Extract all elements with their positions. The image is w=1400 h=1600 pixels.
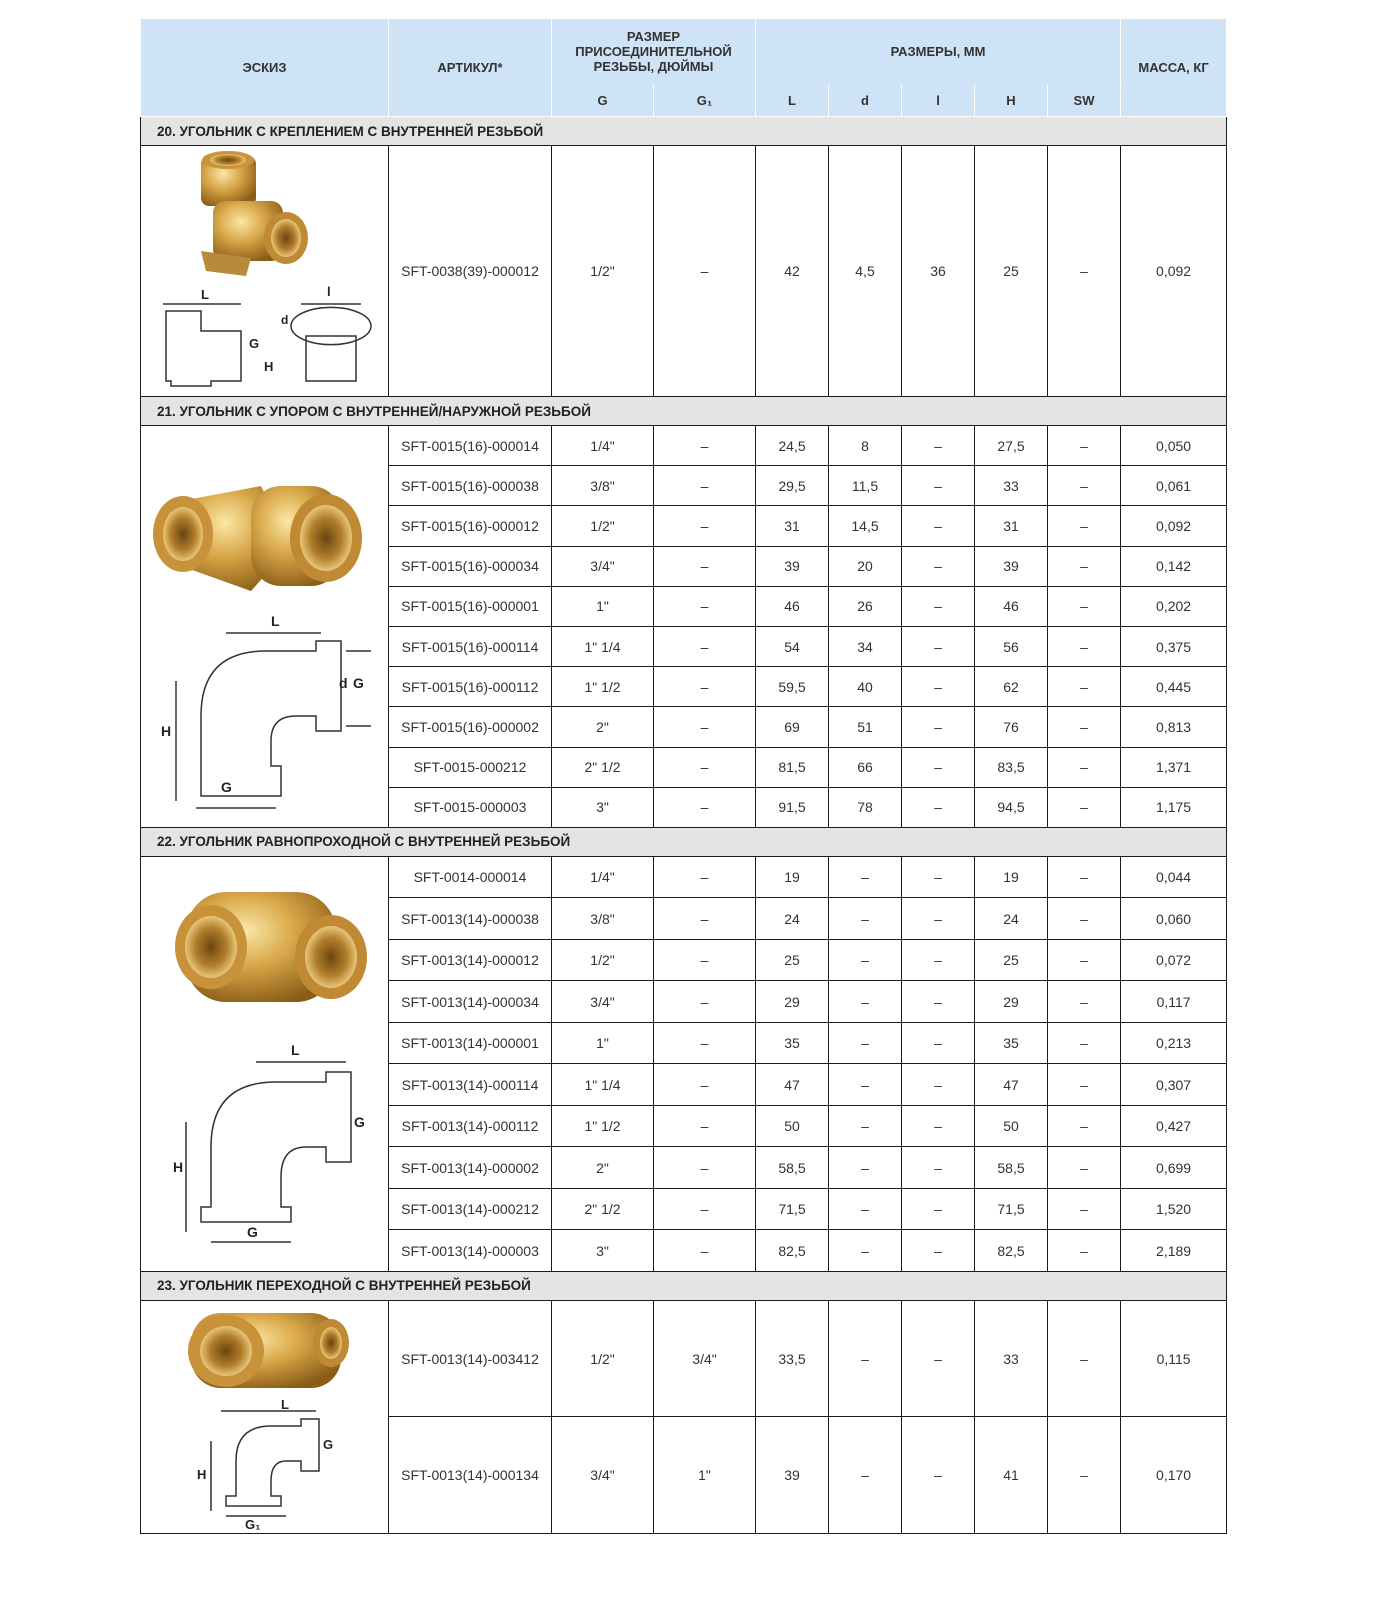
cell-article: SFT-0013(14)-003412 xyxy=(389,1300,552,1417)
section-header xyxy=(141,397,1227,426)
cell-mass: 0,060 xyxy=(1121,898,1227,940)
cell-dim-h: 83,5 xyxy=(975,747,1048,787)
cell-thread-g1: – xyxy=(654,747,756,787)
cell-thread-g: 1/2" xyxy=(552,506,654,546)
cell-thread-g1: – xyxy=(654,546,756,586)
cell-dim-l-small: – xyxy=(902,939,975,981)
cell-thread-g: 1/4" xyxy=(552,426,654,466)
cell-dim-l: 33,5 xyxy=(756,1300,829,1417)
cell-dim-d: – xyxy=(829,981,902,1023)
cell-mass: 0,699 xyxy=(1121,1147,1227,1189)
section-title: 22. УГОЛЬНИК РАВНОПРОХОДНОЙ С ВНУТРЕННЕЙ РЕЗЬБОЙ xyxy=(141,827,1227,856)
cell-mass: 0,044 xyxy=(1121,856,1227,898)
cell-dim-l-small: – xyxy=(902,856,975,898)
table-row xyxy=(141,426,1227,466)
cell-dim-d: – xyxy=(829,856,902,898)
cell-thread-g1: – xyxy=(654,787,756,827)
cell-dim-l: 39 xyxy=(756,546,829,586)
fittings-table-container xyxy=(140,18,1226,1534)
cell-dim-l-small: – xyxy=(902,506,975,546)
cell-dim-l: 42 xyxy=(756,146,829,397)
cell-article: SFT-0013(14)-000001 xyxy=(389,1022,552,1064)
cell-mass: 0,092 xyxy=(1121,146,1227,397)
cell-dim-l: 71,5 xyxy=(756,1188,829,1230)
cell-mass: 2,189 xyxy=(1121,1230,1227,1272)
cell-dim-l-small: 36 xyxy=(902,146,975,397)
cell-thread-g1: – xyxy=(654,146,756,397)
cell-article: SFT-0015(16)-000001 xyxy=(389,586,552,626)
cell-article: SFT-0015(16)-000034 xyxy=(389,546,552,586)
cell-dim-h: 33 xyxy=(975,466,1048,506)
cell-dim-sw: – xyxy=(1048,939,1121,981)
cell-dim-l: 82,5 xyxy=(756,1230,829,1272)
cell-mass: 0,813 xyxy=(1121,707,1227,747)
cell-thread-g1: 1" xyxy=(654,1417,756,1534)
cell-dim-h: 41 xyxy=(975,1417,1048,1534)
cell-dim-d: – xyxy=(829,939,902,981)
cell-dim-l-small: – xyxy=(902,546,975,586)
cell-article: SFT-0015(16)-000038 xyxy=(389,466,552,506)
cell-thread-g1: – xyxy=(654,1022,756,1064)
cell-dim-l-small: – xyxy=(902,1230,975,1272)
fitting-drawing xyxy=(176,633,371,808)
cell-dim-sw: – xyxy=(1048,1188,1121,1230)
cell-mass: 0,142 xyxy=(1121,546,1227,586)
cell-mass: 0,375 xyxy=(1121,626,1227,666)
cell-mass: 1,175 xyxy=(1121,787,1227,827)
cell-dim-l-small: – xyxy=(902,898,975,940)
cell-article: SFT-0014-000014 xyxy=(389,856,552,898)
cell-dim-sw: – xyxy=(1048,898,1121,940)
fitting-sketch xyxy=(141,146,387,396)
cell-dim-l: 39 xyxy=(756,1417,829,1534)
cell-thread-g: 2" 1/2 xyxy=(552,1188,654,1230)
cell-dim-d: – xyxy=(829,1300,902,1417)
cell-thread-g: 3/8" xyxy=(552,466,654,506)
cell-dim-h: 31 xyxy=(975,506,1048,546)
cell-thread-g1: – xyxy=(654,981,756,1023)
cell-article: SFT-0013(14)-000003 xyxy=(389,1230,552,1272)
fitting-sketch xyxy=(141,857,387,1269)
cell-dim-sw: – xyxy=(1048,586,1121,626)
cell-dim-d: 8 xyxy=(829,426,902,466)
cell-dim-d: 66 xyxy=(829,747,902,787)
cell-article: SFT-0015(16)-000012 xyxy=(389,506,552,546)
cell-dim-l-small: – xyxy=(902,1147,975,1189)
cell-dim-sw: – xyxy=(1048,707,1121,747)
cell-dim-h: 39 xyxy=(975,546,1048,586)
cell-dim-l: 58,5 xyxy=(756,1147,829,1189)
cell-dim-sw: – xyxy=(1048,1105,1121,1147)
cell-mass: 0,307 xyxy=(1121,1064,1227,1106)
cell-dim-l: 19 xyxy=(756,856,829,898)
cell-dim-l: 46 xyxy=(756,586,829,626)
cell-article: SFT-0013(14)-000038 xyxy=(389,898,552,940)
section-header xyxy=(141,827,1227,856)
cell-article: SFT-0015-000212 xyxy=(389,747,552,787)
cell-thread-g1: – xyxy=(654,1230,756,1272)
drawing-label-g-right: G xyxy=(354,1113,365,1130)
header-col-g1: G₁ xyxy=(654,85,756,117)
cell-thread-g1: – xyxy=(654,626,756,666)
cell-dim-d: 20 xyxy=(829,546,902,586)
cell-article: SFT-0013(14)-000134 xyxy=(389,1417,552,1534)
cell-mass: 1,371 xyxy=(1121,747,1227,787)
cell-thread-g: 1" 1/4 xyxy=(552,626,654,666)
cell-mass: 0,427 xyxy=(1121,1105,1227,1147)
cell-dim-l: 81,5 xyxy=(756,747,829,787)
cell-article: SFT-0015(16)-000014 xyxy=(389,426,552,466)
cell-thread-g1: – xyxy=(654,586,756,626)
cell-dim-l-small: – xyxy=(902,1417,975,1534)
cell-dim-d: 4,5 xyxy=(829,146,902,397)
cell-dim-sw: – xyxy=(1048,856,1121,898)
cell-dim-d: – xyxy=(829,1105,902,1147)
header-col-d: d xyxy=(829,85,902,117)
cell-dim-sw: – xyxy=(1048,1147,1121,1189)
cell-thread-g: 2" xyxy=(552,1147,654,1189)
section-title: 23. УГОЛЬНИК ПЕРЕХОДНОЙ С ВНУТРЕННЕЙ РЕЗЬБОЙ xyxy=(141,1271,1227,1300)
section-title: 20. УГОЛЬНИК С КРЕПЛЕНИЕМ С ВНУТРЕННЕЙ РЕЗЬБОЙ xyxy=(141,117,1227,146)
cell-dim-h: 35 xyxy=(975,1022,1048,1064)
cell-dim-sw: – xyxy=(1048,747,1121,787)
cell-thread-g1: – xyxy=(654,939,756,981)
fitting-sketch xyxy=(141,426,387,826)
cell-dim-l-small: – xyxy=(902,707,975,747)
cell-article: SFT-0013(14)-000212 xyxy=(389,1188,552,1230)
table-body xyxy=(141,117,1227,1534)
table-row xyxy=(141,146,1227,397)
cell-dim-sw: – xyxy=(1048,1022,1121,1064)
cell-dim-h: 56 xyxy=(975,626,1048,666)
drawing-label-g-bottom: G xyxy=(221,779,232,795)
drawing-label-g-right: G xyxy=(353,675,364,691)
cell-dim-l-small: – xyxy=(902,787,975,827)
cell-dim-h: 24 xyxy=(975,898,1048,940)
drawing-label-h: H xyxy=(197,1466,207,1482)
cell-dim-sw: – xyxy=(1048,426,1121,466)
cell-dim-l: 24,5 xyxy=(756,426,829,466)
drawing-label-d: d xyxy=(281,313,289,327)
cell-dim-sw: – xyxy=(1048,787,1121,827)
cell-thread-g1: – xyxy=(654,707,756,747)
fitting-photo xyxy=(188,1313,349,1388)
section-header xyxy=(141,1271,1227,1300)
cell-dim-l-small: – xyxy=(902,1064,975,1106)
cell-dim-l: 54 xyxy=(756,626,829,666)
cell-dim-h: 47 xyxy=(975,1064,1048,1106)
cell-dim-l: 47 xyxy=(756,1064,829,1106)
cell-thread-g: 1" xyxy=(552,586,654,626)
cell-thread-g1: – xyxy=(654,856,756,898)
cell-dim-l-small: – xyxy=(902,1188,975,1230)
header-col-g: G xyxy=(552,85,654,117)
cell-article: SFT-0015(16)-000112 xyxy=(389,667,552,707)
cell-dim-l-small: – xyxy=(902,626,975,666)
cell-thread-g1: – xyxy=(654,898,756,940)
drawing-label-l-small: l xyxy=(327,284,331,299)
cell-dim-sw: – xyxy=(1048,626,1121,666)
cell-thread-g1: – xyxy=(654,667,756,707)
cell-mass: 0,213 xyxy=(1121,1022,1227,1064)
header-col-l-small: l xyxy=(902,85,975,117)
cell-dim-l: 29 xyxy=(756,981,829,1023)
cell-dim-h: 76 xyxy=(975,707,1048,747)
cell-mass: 0,117 xyxy=(1121,981,1227,1023)
cell-dim-l: 24 xyxy=(756,898,829,940)
cell-dim-h: 62 xyxy=(975,667,1048,707)
cell-thread-g1: – xyxy=(654,1188,756,1230)
cell-dim-d: 14,5 xyxy=(829,506,902,546)
cell-article: SFT-0013(14)-000012 xyxy=(389,939,552,981)
cell-dim-h: 58,5 xyxy=(975,1147,1048,1189)
cell-article: SFT-0013(14)-000002 xyxy=(389,1147,552,1189)
cell-dim-sw: – xyxy=(1048,146,1121,397)
cell-thread-g: 3" xyxy=(552,787,654,827)
drawing-label-g-bottom: G xyxy=(247,1223,258,1240)
cell-thread-g: 1/4" xyxy=(552,856,654,898)
cell-dim-h: 94,5 xyxy=(975,787,1048,827)
cell-dim-l: 25 xyxy=(756,939,829,981)
cell-dim-l-small: – xyxy=(902,426,975,466)
header-mass: МАССА, КГ xyxy=(1121,19,1227,117)
cell-mass: 0,445 xyxy=(1121,667,1227,707)
sketch-cell xyxy=(141,146,389,397)
cell-dim-sw: – xyxy=(1048,1300,1121,1417)
cell-dim-d: – xyxy=(829,898,902,940)
header-dims-group: РАЗМЕРЫ, ММ xyxy=(756,19,1121,85)
sketch-cell xyxy=(141,1300,389,1533)
cell-mass: 0,050 xyxy=(1121,426,1227,466)
cell-thread-g: 1/2" xyxy=(552,939,654,981)
drawing-label-g1: G₁ xyxy=(245,1516,261,1532)
cell-mass: 0,115 xyxy=(1121,1300,1227,1417)
cell-article: SFT-0015(16)-000114 xyxy=(389,626,552,666)
cell-article: SFT-0013(14)-000034 xyxy=(389,981,552,1023)
cell-thread-g: 3/4" xyxy=(552,1417,654,1534)
cell-dim-l-small: – xyxy=(902,667,975,707)
cell-mass: 1,520 xyxy=(1121,1188,1227,1230)
cell-dim-l-small: – xyxy=(902,747,975,787)
header-col-l: L xyxy=(756,85,829,117)
cell-dim-d: – xyxy=(829,1147,902,1189)
cell-article: SFT-0013(14)-000112 xyxy=(389,1105,552,1147)
cell-thread-g: 3" xyxy=(552,1230,654,1272)
cell-thread-g: 3/4" xyxy=(552,546,654,586)
cell-dim-l: 91,5 xyxy=(756,787,829,827)
cell-dim-l: 29,5 xyxy=(756,466,829,506)
cell-dim-l: 69 xyxy=(756,707,829,747)
cell-dim-l-small: – xyxy=(902,586,975,626)
cell-dim-h: 50 xyxy=(975,1105,1048,1147)
cell-dim-l: 59,5 xyxy=(756,667,829,707)
cell-dim-h: 25 xyxy=(975,939,1048,981)
cell-thread-g1: – xyxy=(654,1064,756,1106)
drawing-label-l: L xyxy=(281,1396,289,1412)
drawing-label-l: L xyxy=(271,613,280,629)
fitting-photo xyxy=(153,486,362,591)
cell-thread-g1: – xyxy=(654,1105,756,1147)
cell-article: SFT-0013(14)-000114 xyxy=(389,1064,552,1106)
section-header xyxy=(141,117,1227,146)
drawing-label-h: H xyxy=(173,1158,184,1175)
drawing-label-h: H xyxy=(161,723,172,739)
cell-thread-g1: – xyxy=(654,1147,756,1189)
fitting-drawing xyxy=(211,1411,319,1516)
cell-mass: 0,092 xyxy=(1121,506,1227,546)
cell-dim-sw: – xyxy=(1048,667,1121,707)
cell-thread-g1: 3/4" xyxy=(654,1300,756,1417)
cell-thread-g: 1" 1/2 xyxy=(552,1105,654,1147)
cell-dim-d: – xyxy=(829,1230,902,1272)
cell-dim-d: 78 xyxy=(829,787,902,827)
cell-dim-d: 11,5 xyxy=(829,466,902,506)
cell-thread-g: 1" 1/2 xyxy=(552,667,654,707)
cell-dim-d: 51 xyxy=(829,707,902,747)
cell-dim-sw: – xyxy=(1048,466,1121,506)
cell-thread-g: 1" 1/4 xyxy=(552,1064,654,1106)
cell-dim-l-small: – xyxy=(902,981,975,1023)
cell-dim-d: – xyxy=(829,1417,902,1534)
fitting-drawing xyxy=(186,1062,351,1242)
cell-dim-d: 40 xyxy=(829,667,902,707)
cell-dim-d: – xyxy=(829,1022,902,1064)
cell-dim-l-small: – xyxy=(902,1300,975,1417)
drawing-label-d: d xyxy=(339,675,348,691)
cell-dim-l: 31 xyxy=(756,506,829,546)
cell-thread-g1: – xyxy=(654,466,756,506)
cell-dim-h: 46 xyxy=(975,586,1048,626)
header-thread-group: РАЗМЕР ПРИСОЕДИНИТЕЛЬНОЙ РЕЗЬБЫ, ДЮЙМЫ xyxy=(552,19,756,85)
header-col-sw: SW xyxy=(1048,85,1121,117)
cell-dim-h: 25 xyxy=(975,146,1048,397)
cell-article: SFT-0038(39)-000012 xyxy=(389,146,552,397)
table-row xyxy=(141,1300,1227,1417)
cell-dim-d: 26 xyxy=(829,586,902,626)
sketch-cell xyxy=(141,856,389,1271)
cell-article: SFT-0015-000003 xyxy=(389,787,552,827)
cell-dim-l-small: – xyxy=(902,466,975,506)
cell-dim-h: 82,5 xyxy=(975,1230,1048,1272)
cell-thread-g: 3/8" xyxy=(552,898,654,940)
fitting-photo xyxy=(201,151,308,276)
drawing-label-l: L xyxy=(291,1041,300,1058)
cell-dim-h: 27,5 xyxy=(975,426,1048,466)
cell-dim-l-small: – xyxy=(902,1105,975,1147)
cell-dim-sw: – xyxy=(1048,506,1121,546)
table-row xyxy=(141,856,1227,898)
cell-dim-h: 71,5 xyxy=(975,1188,1048,1230)
cell-article: SFT-0015(16)-000002 xyxy=(389,707,552,747)
header-col-h: H xyxy=(975,85,1048,117)
cell-mass: 0,170 xyxy=(1121,1417,1227,1534)
cell-dim-sw: – xyxy=(1048,981,1121,1023)
drawing-label-g: G xyxy=(249,336,260,351)
cell-thread-g1: – xyxy=(654,506,756,546)
cell-dim-sw: – xyxy=(1048,1417,1121,1534)
cell-dim-h: 19 xyxy=(975,856,1048,898)
cell-dim-sw: – xyxy=(1048,1064,1121,1106)
cell-thread-g: 1/2" xyxy=(552,146,654,397)
cell-mass: 0,061 xyxy=(1121,466,1227,506)
drawing-label-g: G xyxy=(323,1436,334,1452)
cell-dim-d: – xyxy=(829,1188,902,1230)
section-title: 21. УГОЛЬНИК С УПОРОМ С ВНУТРЕННЕЙ/НАРУЖНОЙ РЕЗЬБОЙ xyxy=(141,397,1227,426)
cell-thread-g: 1" xyxy=(552,1022,654,1064)
cell-thread-g: 2" 1/2 xyxy=(552,747,654,787)
cell-dim-l: 35 xyxy=(756,1022,829,1064)
fitting-sketch xyxy=(141,1301,387,1533)
cell-mass: 0,202 xyxy=(1121,586,1227,626)
cell-thread-g: 3/4" xyxy=(552,981,654,1023)
fittings-table xyxy=(140,18,1227,1534)
drawing-label-l: L xyxy=(201,287,209,302)
cell-dim-h: 29 xyxy=(975,981,1048,1023)
cell-thread-g: 2" xyxy=(552,707,654,747)
cell-dim-h: 33 xyxy=(975,1300,1048,1417)
cell-thread-g: 1/2" xyxy=(552,1300,654,1417)
cell-dim-l: 50 xyxy=(756,1105,829,1147)
sketch-cell xyxy=(141,426,389,828)
drawing-label-h: H xyxy=(264,359,274,374)
cell-dim-d: – xyxy=(829,1064,902,1106)
cell-dim-sw: – xyxy=(1048,546,1121,586)
fitting-photo xyxy=(175,892,367,1002)
cell-dim-l-small: – xyxy=(902,1022,975,1064)
cell-thread-g1: – xyxy=(654,426,756,466)
header-article: АРТИКУЛ* xyxy=(389,19,552,117)
cell-dim-d: 34 xyxy=(829,626,902,666)
cell-mass: 0,072 xyxy=(1121,939,1227,981)
cell-dim-sw: – xyxy=(1048,1230,1121,1272)
header-sketch: ЭСКИЗ xyxy=(141,19,389,117)
